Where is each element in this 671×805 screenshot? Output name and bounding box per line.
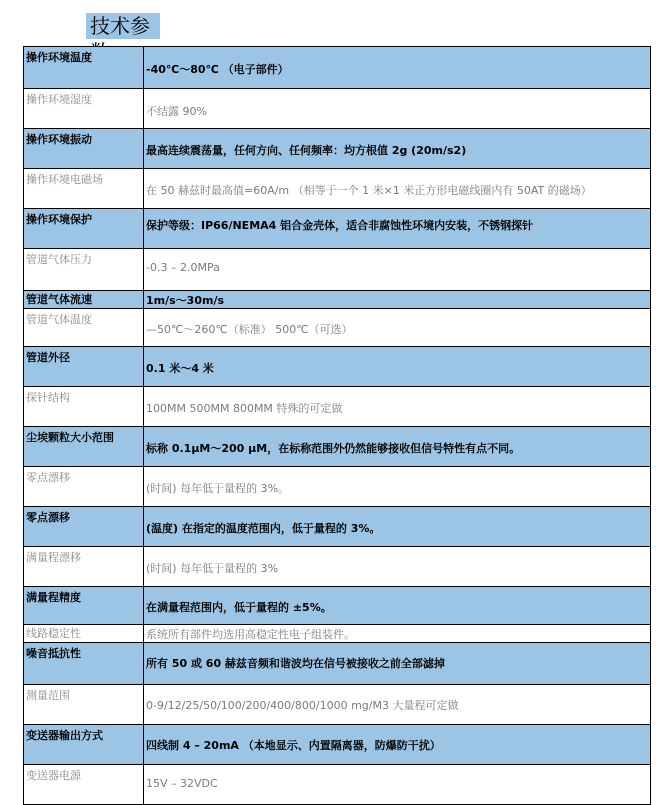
- table-row: [24, 625, 651, 643]
- row-value: 0.1 米～4 米: [144, 347, 651, 387]
- row-label: 管道外径: [24, 347, 144, 387]
- table-row: [24, 291, 651, 309]
- table-row: [24, 587, 651, 625]
- row-value: 四线制 4 – 20mA （本地显示、内置隔离器，防爆防干扰）: [144, 725, 651, 765]
- row-label: 噪音抵抗性: [24, 643, 144, 685]
- table-row: [24, 387, 651, 427]
- row-label: 尘埃颗粒大小范围: [24, 427, 144, 467]
- table-row: [24, 309, 651, 347]
- row-value: 标称 0.1μM～200 μM，在标称范围外仍然能够接收但信号特性有点不同。: [144, 427, 651, 467]
- row-label: 操作环境电磁场: [24, 169, 144, 209]
- row-label: 满量程漂移: [24, 547, 144, 587]
- table-row: [24, 169, 651, 209]
- row-label: 管道气体温度: [24, 309, 144, 347]
- row-value: 所有 50 或 60 赫兹音频和谐波均在信号被接收之前全部滤掉: [144, 643, 651, 685]
- table-row: [24, 547, 651, 587]
- table-row: [24, 89, 651, 129]
- table-row: [24, 427, 651, 467]
- table-row: [24, 347, 651, 387]
- page-title: 技术参: [86, 13, 160, 39]
- spec-table: [23, 46, 651, 805]
- row-label: 线路稳定性: [24, 625, 144, 643]
- row-label: 变送器输出方式: [24, 725, 144, 765]
- table-row: [24, 129, 651, 169]
- row-value: 0-9/12/25/50/100/200/400/800/1000 mg/M3 大量程可定做: [144, 685, 651, 725]
- table-row: [24, 467, 651, 507]
- table-row: [24, 765, 651, 805]
- row-value: 不结露 90%: [144, 89, 651, 129]
- row-label: 零点漂移: [24, 467, 144, 507]
- row-value: 最高连续震荡量，任何方向、任何频率：均方根值 2g (20m/s2): [144, 129, 651, 169]
- table-row: [24, 47, 651, 89]
- row-value: -0.3 – 2.0MPa: [144, 249, 651, 291]
- row-value: -40℃～80℃ （电子部件）: [144, 47, 651, 89]
- row-value: 1m/s～30m/s: [144, 291, 651, 309]
- row-label: 测量范围: [24, 685, 144, 725]
- row-label: 管道气体流速: [24, 291, 144, 309]
- row-label: 操作环境湿度: [24, 89, 144, 129]
- row-value: —50℃～260℃（标准） 500℃（可选）: [144, 309, 651, 347]
- row-value: (时间) 每年低于量程的 3%。: [144, 467, 651, 507]
- table-row: [24, 725, 651, 765]
- row-value: 100MM 500MM 800MM 特殊的可定做: [144, 387, 651, 427]
- row-label: 操作环境温度: [24, 47, 144, 89]
- row-value: (温度) 在指定的温度范围内，低于量程的 3%。: [144, 507, 651, 547]
- row-label: 操作环境振动: [24, 129, 144, 169]
- row-label: 探针结构: [24, 387, 144, 427]
- table-row: [24, 685, 651, 725]
- row-label: 变送器电源: [24, 765, 144, 805]
- row-label: 满量程精度: [24, 587, 144, 625]
- row-value: (时间) 每年低于量程的 3%: [144, 547, 651, 587]
- row-value: 15V – 32VDC: [144, 765, 651, 805]
- table-row: [24, 643, 651, 685]
- row-label: 管道气体压力: [24, 249, 144, 291]
- row-label: 零点漂移: [24, 507, 144, 547]
- row-label: 操作环境保护: [24, 209, 144, 249]
- row-value: 在 50 赫兹时最高值=60A/m （相等于一个 1 米×1 米正方形电磁线圈内有 50AT 的磁场）: [144, 169, 651, 209]
- table-row: [24, 249, 651, 291]
- row-value: 在满量程范围内，低于量程的 ±5%。: [144, 587, 651, 625]
- table-row: [24, 507, 651, 547]
- row-value: 系统所有部件均选用高稳定性电子组装件。: [144, 625, 651, 643]
- table-row: [24, 209, 651, 249]
- row-value: 保护等级：IP66/NEMA4 铝合金壳体，适合非腐蚀性环境内安装，不锈钢探针: [144, 209, 651, 249]
